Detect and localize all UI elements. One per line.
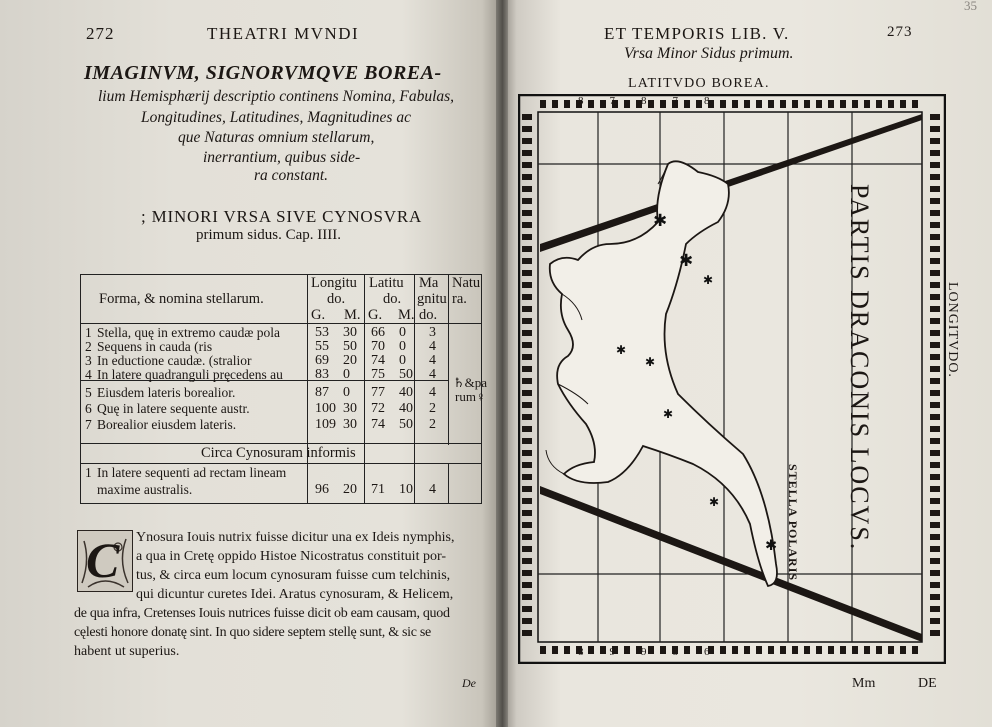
table-cell-tm: 50: [399, 417, 413, 432]
header-longitudo-1: Longitu: [311, 275, 357, 291]
table-cell-tg: 72: [371, 401, 385, 416]
header-magnitudo-1: Ma: [419, 275, 439, 291]
table-cell-mag: 4: [429, 353, 436, 368]
body-line-4: qui dicuntur curetes Idei. Aratus cynosuram, & Helicem,: [136, 587, 454, 602]
table-cell-tg: 74: [371, 417, 385, 432]
header-longitudo-2: do.: [327, 291, 346, 307]
ursa-minor-star-map: [518, 94, 946, 664]
drop-cap-letter: C: [86, 532, 120, 588]
extra-row-lm: 20: [343, 482, 357, 497]
sub-mag-do: do.: [419, 307, 438, 323]
book-gutter: [496, 0, 508, 727]
polaris-label: STELLA POLARIS: [786, 464, 800, 582]
body-line-6: cęlesti honore donatę sint. In quo sidere septem stellę sunt, & sic se: [74, 625, 431, 640]
chapter-heading: ; MINORI VRSA SIVE CYNOSVRA: [141, 207, 423, 226]
star-icon: ✱: [662, 407, 674, 421]
table-cell-lm: 0: [343, 385, 350, 400]
page-number-right: 273: [887, 24, 913, 40]
table-cell-name: In eductione caudæ. (stralior: [97, 353, 252, 368]
body-line-5: de qua infra, Cretenses Iouis nutrices fuisse dicit ob eam causam, quod: [74, 606, 450, 621]
catchword-right: DE: [918, 676, 937, 691]
draco-region-label: PARTIS DRACONIS LOCVS.: [845, 184, 874, 552]
map-top-label: LATITVDO BOREA.: [628, 76, 770, 91]
table-cell-name: Quę in latere sequente austr.: [97, 401, 250, 416]
sub-long-g: G.: [311, 307, 326, 323]
title-line-2: lium Hemisphærij descriptio continens Nomina, Fabulas,: [98, 88, 455, 105]
table-cell-name: In latere quadranguli pręcedens au: [97, 367, 283, 382]
table-cell-n: 3: [85, 353, 92, 368]
star-table: [80, 274, 488, 504]
table-cell-name: Stella, quę in extremo caudæ pola: [97, 325, 280, 340]
table-cell-mag: 3: [429, 325, 436, 340]
table-cell-tg: 70: [371, 339, 385, 354]
top-scale-2: 8: [641, 95, 673, 107]
table-cell-tm: 0: [399, 353, 406, 368]
star-map-svg: [518, 94, 946, 664]
catchword-left: De: [462, 676, 476, 690]
table-cell-lm: 50: [343, 339, 357, 354]
star-icon: ✱: [702, 273, 714, 287]
title-line-6: ra constant.: [254, 167, 329, 184]
table-cell-lg: 53: [315, 325, 329, 340]
extra-row-name-2: maxime australis.: [97, 482, 193, 497]
header-forma: Forma, & nomina stellarum.: [99, 291, 264, 307]
header-natura-2: ra.: [452, 291, 467, 307]
nature-line-1: ♄&pa: [453, 375, 488, 390]
table-cell-n: 6: [85, 401, 92, 416]
bottom-scale-4: 6: [704, 646, 736, 658]
star-icon: ✱: [708, 495, 720, 509]
top-scale: [578, 95, 736, 107]
table-cell-tm: 0: [399, 339, 406, 354]
star-icon: ✱: [652, 210, 668, 230]
corner-mark: 35: [964, 0, 977, 13]
extra-row-lg: 96: [315, 482, 329, 497]
signature-mark: Mm: [852, 676, 876, 691]
table-cell-tm: 0: [399, 325, 406, 340]
map-subtitle: Vrsa Minor Sidus primum.: [624, 45, 794, 62]
section-title: Circa Cynosuram informis: [201, 445, 356, 461]
title-line-5: inerrantium, quibus side-: [203, 149, 361, 166]
table-cell-n: 4: [85, 367, 92, 382]
star-icon: ✱: [615, 343, 627, 357]
top-scale-4: 8: [704, 95, 736, 107]
page-number-left: 272: [86, 24, 115, 43]
star-icon: ✱: [678, 250, 694, 270]
table-cell-tg: 74: [371, 353, 385, 368]
table-cell-lm: 20: [343, 353, 357, 368]
table-cell-lg: 100: [315, 401, 336, 416]
extra-row-tm: 10: [399, 482, 413, 497]
table-cell-lg: 109: [315, 417, 336, 432]
table-cell-lg: 83: [315, 367, 329, 382]
table-cell-lg: 69: [315, 353, 329, 368]
table-cell-mag: 2: [429, 417, 436, 432]
star-icon: ✱: [644, 355, 656, 369]
side-longitude-label: LONGITVDO.: [945, 282, 960, 378]
table-cell-n: 2: [85, 339, 92, 354]
body-line-1: Ynosura Iouis nutrix fuisse dicitur una ex Ideis nymphis,: [136, 530, 455, 545]
table-cell-name: Eiusdem lateris borealior.: [97, 385, 236, 400]
title-line-3: Longitudines, Latitudines, Magnitudines ac: [141, 109, 411, 126]
top-scale-0: 8: [578, 95, 610, 107]
top-scale-3: 7: [672, 95, 704, 107]
table-cell-tm: 40: [399, 401, 413, 416]
table-cell-lm: 0: [343, 367, 350, 382]
body-line-7: habent ut superius.: [74, 644, 180, 659]
header-magnitudo-2: gnitu: [417, 291, 447, 307]
table-cell-tm: 40: [399, 385, 413, 400]
running-head-left: THEATRI MVNDI: [207, 24, 360, 43]
bottom-scale-2: 9: [641, 646, 673, 658]
table-cell-tg: 77: [371, 385, 385, 400]
star-icon: ✱: [764, 538, 778, 554]
sub-long-m: M.: [344, 307, 361, 323]
table-cell-lg: 55: [315, 339, 329, 354]
table-cell-n: 1: [85, 325, 92, 340]
extra-row-number: 1: [85, 465, 92, 480]
body-line-3: tus, & circa eum locum cynosuram fuisse cum telchinis,: [136, 568, 451, 583]
table-cell-name: Sequens in cauda (ris: [97, 339, 213, 354]
chapter-subheading: primum sidus. Cap. IIII.: [196, 227, 341, 243]
table-cell-lm: 30: [343, 401, 357, 416]
bottom-scale-0: 8: [578, 646, 610, 658]
table-cell-mag: 4: [429, 339, 436, 354]
header-latitudo-2: do.: [383, 291, 402, 307]
header-latitudo-1: Latitu: [369, 275, 404, 291]
sub-lat-g: G.: [368, 307, 383, 323]
table-cell-n: 7: [85, 417, 92, 432]
extra-row-name-1: In latere sequenti ad rectam lineam: [97, 465, 287, 480]
extra-row-mag: 4: [429, 482, 436, 497]
table-cell-mag: 4: [429, 367, 436, 382]
table-cell-tm: 50: [399, 367, 413, 382]
table-cell-tg: 66: [371, 325, 385, 340]
table-cell-mag: 4: [429, 385, 436, 400]
top-scale-1: 7: [609, 95, 641, 107]
nature-line-2: rum♀: [455, 389, 486, 404]
bottom-scale-1: 9: [609, 646, 641, 658]
bottom-scale: [578, 646, 736, 658]
header-natura-1: Natu: [452, 275, 481, 291]
extra-row-tg: 71: [371, 482, 385, 497]
table-cell-tg: 75: [371, 367, 385, 382]
running-head-right: ET TEMPORIS LIB. V.: [604, 24, 790, 43]
body-line-2: a qua in Cretę oppido Histoe Nicostratus constituit por-: [136, 549, 446, 564]
bottom-scale-3: 8: [672, 646, 704, 658]
title-line-1: IMAGINVM, SIGNORVMQVE BOREA-: [84, 62, 442, 84]
table-cell-lm: 30: [343, 417, 357, 432]
table-cell-name: Borealior eiusdem lateris.: [97, 417, 237, 432]
table-cell-lg: 87: [315, 385, 329, 400]
table-cell-mag: 2: [429, 401, 436, 416]
table-cell-lm: 30: [343, 325, 357, 340]
drop-cap: [77, 530, 133, 592]
sub-lat-m: M.: [398, 307, 415, 323]
title-line-4: que Naturas omnium stellarum,: [178, 129, 375, 146]
table-cell-n: 5: [85, 385, 92, 400]
